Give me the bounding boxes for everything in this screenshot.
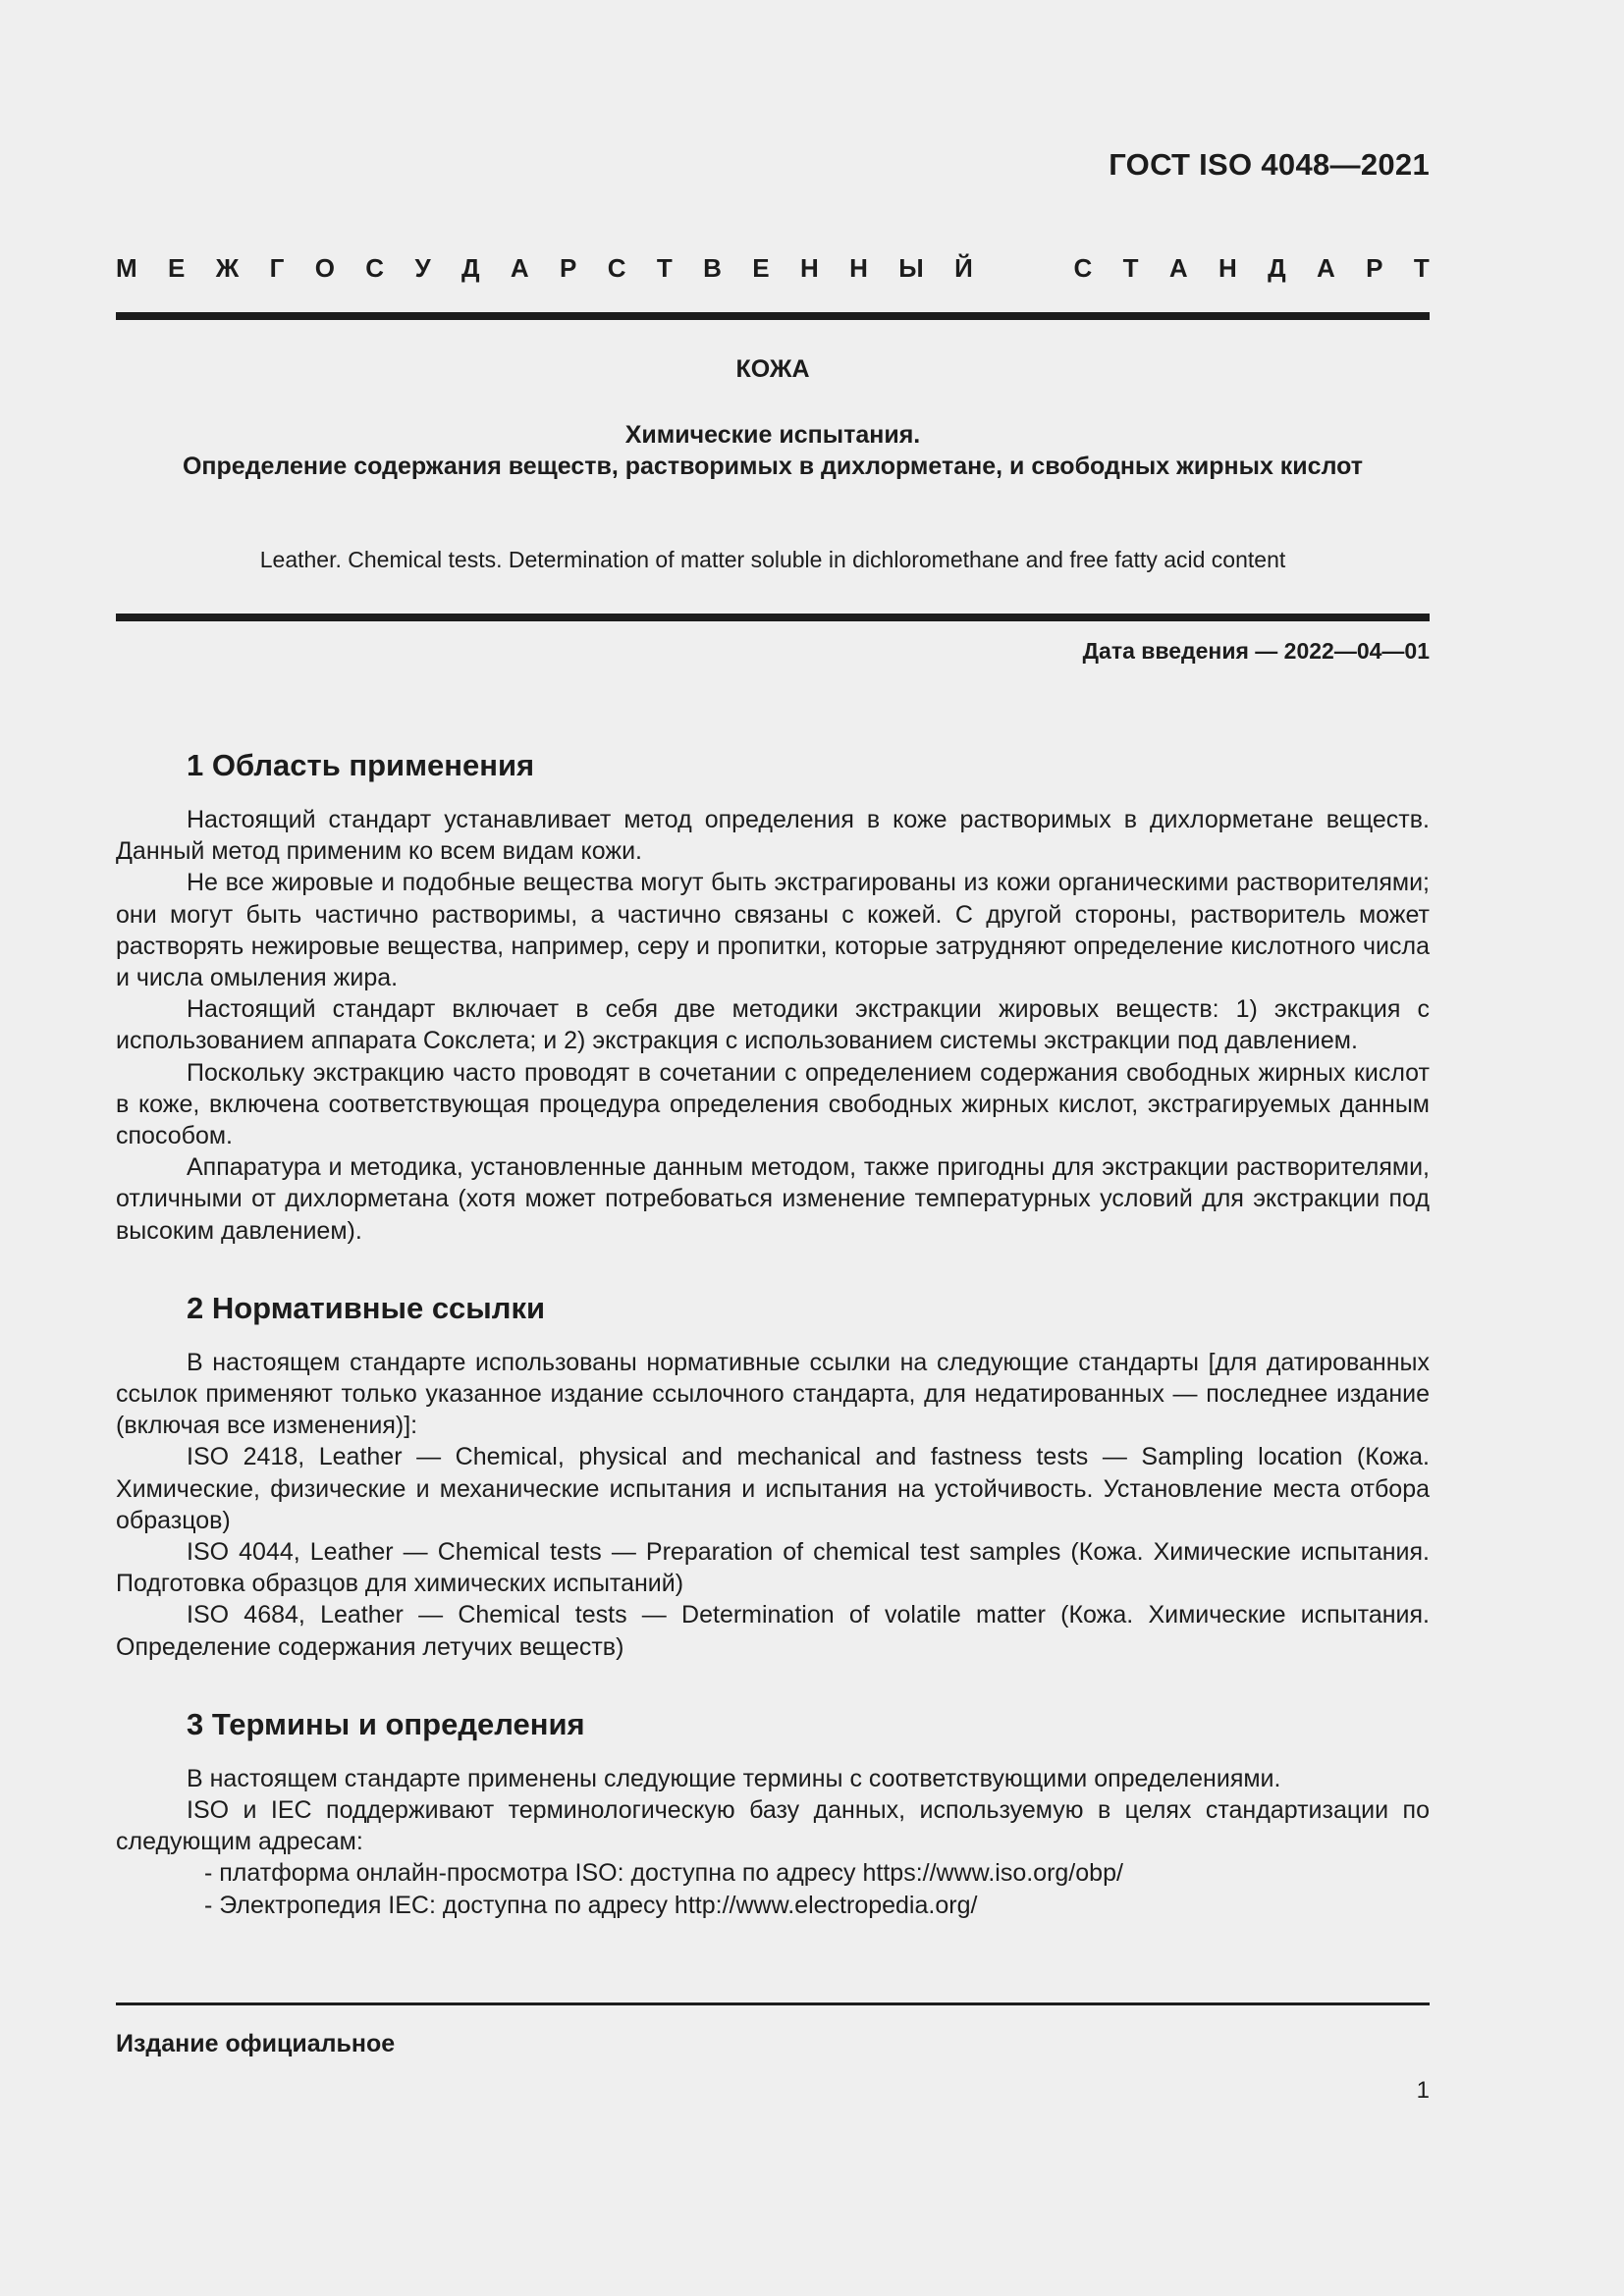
standard-kind-letter: Д [460, 253, 480, 283]
standard-kind-letter: У [414, 253, 431, 283]
document-id: ГОСТ ISO 4048—2021 [1109, 147, 1430, 182]
standard-kind-letter: С [1073, 253, 1093, 283]
document-title: КОЖА [735, 355, 810, 383]
standard-kind-letter: Т [1413, 253, 1430, 283]
paragraph: Поскольку экстракцию часто проводят в сочетании с определением содержания свободных жирных кислот в коже, включена соответствующая процедура определения свободных жирных кислот, экстрагируемых данным способом. [116, 1058, 1430, 1150]
introduction-date: Дата введения — 2022—04—01 [1082, 638, 1430, 664]
english-title: Leather. Chemical tests. Determination of matter soluble in dichloromethane and free fatty acid content [259, 547, 1286, 572]
standard-kind-letter: Й [954, 253, 973, 283]
paragraph: В настоящем стандарте применены следующие термины с соответствующими определениями. [187, 1764, 1281, 1792]
subtitle-line-2: Определение содержания веществ, растворимых в дихлорметане, и свободных жирных кислот [182, 453, 1364, 480]
standard-kind-letter: Д [1268, 253, 1286, 283]
document-subtitle [116, 419, 1430, 482]
standard-kind-letter: О [314, 253, 335, 283]
page-number: 1 [1416, 2077, 1430, 2104]
section-heading: 1 Область применения [187, 748, 535, 782]
standard-kind-letter: С [607, 253, 626, 283]
standard-kind-letter: Н [1218, 253, 1237, 283]
title-rule [116, 614, 1430, 621]
word-gap [1003, 253, 1043, 284]
header-rule [116, 312, 1430, 320]
reference-item: ISO 4684, Leather — Chemical tests — Determination of volatile matter (Кожа. Химические испытания. Определение содержания летучих веществ) [116, 1601, 1430, 1661]
standard-kind-letter: А [1317, 253, 1335, 283]
standard-kind [116, 253, 1430, 284]
official-edition-label: Издание официальное [116, 2030, 396, 2057]
standard-kind-letter: Н [799, 253, 819, 283]
standard-kind-letter: Р [560, 253, 577, 283]
standard-kind-letter: Н [849, 253, 868, 283]
reference-item: ISO 2418, Leather — Chemical, physical and mechanical and fastness tests — Sampling location (Кожа. Химические, физические и механические испытания и испытания на устойчивость. Установление места отбора образцов) [116, 1443, 1430, 1534]
standard-kind-letter: Е [752, 253, 770, 283]
paragraph: В настоящем стандарте использованы нормативные ссылки на следующие стандарты [для датированных ссылок применяют только указанное издание ссылочного стандарта, для недатированных — последнее издание (включая все изменения)]: [116, 1348, 1430, 1440]
paragraph: Настоящий стандарт устанавливает метод определения в коже растворимых в дихлорметане веществ. Данный метод применим ко всем видам кожи. [116, 806, 1430, 866]
standard-kind-letter: А [510, 253, 529, 283]
list-item: - платформа онлайн-просмотра ISO: доступна по адресу https://www.iso.org/obp/ [204, 1859, 1123, 1888]
footer-rule [116, 2002, 1430, 2005]
standard-kind-letter: М [116, 253, 137, 283]
paragraph: Настоящий стандарт включает в себя две методики экстракции жировых веществ: 1) экстракция с использованием аппарата Сокслета; и 2) экстракция с использованием системы экстракции под давлением. [116, 995, 1430, 1055]
subtitle-line-1: Химические испытания. [624, 421, 921, 449]
paragraph: Не все жировые и подобные вещества могут быть экстрагированы из кожи органическими растворителями; они могут быть частично растворимы, а частично связаны с кожей. С другой стороны, растворитель может растворять нежировые вещества, например, серу и пропитки, которые затрудняют определение кислотного числа и числа омыления жира. [116, 869, 1430, 992]
list-item: - Электропедия IEC: доступна по адресу http://www.electropedia.org/ [204, 1891, 978, 1919]
standard-kind-letter: В [703, 253, 722, 283]
standard-kind-letter: Г [269, 253, 285, 283]
standard-kind-letter: Ы [898, 253, 924, 283]
standard-kind-letter: Е [168, 253, 186, 283]
standard-kind-letter: С [365, 253, 385, 283]
paragraph: Аппаратура и методика, установленные данным методом, также пригодны для экстракции растворителями, отличными от дихлорметана (хотя может потребоваться изменение температурных условий для экстракции под высоким давлением). [116, 1153, 1430, 1245]
section-heading: 2 Нормативные ссылки [187, 1290, 546, 1325]
standard-kind-letter: А [1168, 253, 1188, 283]
reference-item: ISO 4044, Leather — Chemical tests — Preparation of chemical test samples (Кожа. Химические испытания. Подготовка образцов для химических испытаний) [116, 1538, 1430, 1598]
section-heading: 3 Термины и определения [187, 1706, 585, 1741]
standard-kind-letter: Ж [215, 253, 240, 283]
standard-kind-letter: Р [1366, 253, 1383, 283]
paragraph: ISO и IEC поддерживают терминологическую базу данных, используемую в целях стандартизации по следующим адресам: [116, 1796, 1430, 1856]
standard-kind-letter: Т [656, 253, 673, 283]
standard-kind-letter: Т [1122, 253, 1139, 283]
document-body [116, 741, 1430, 1921]
